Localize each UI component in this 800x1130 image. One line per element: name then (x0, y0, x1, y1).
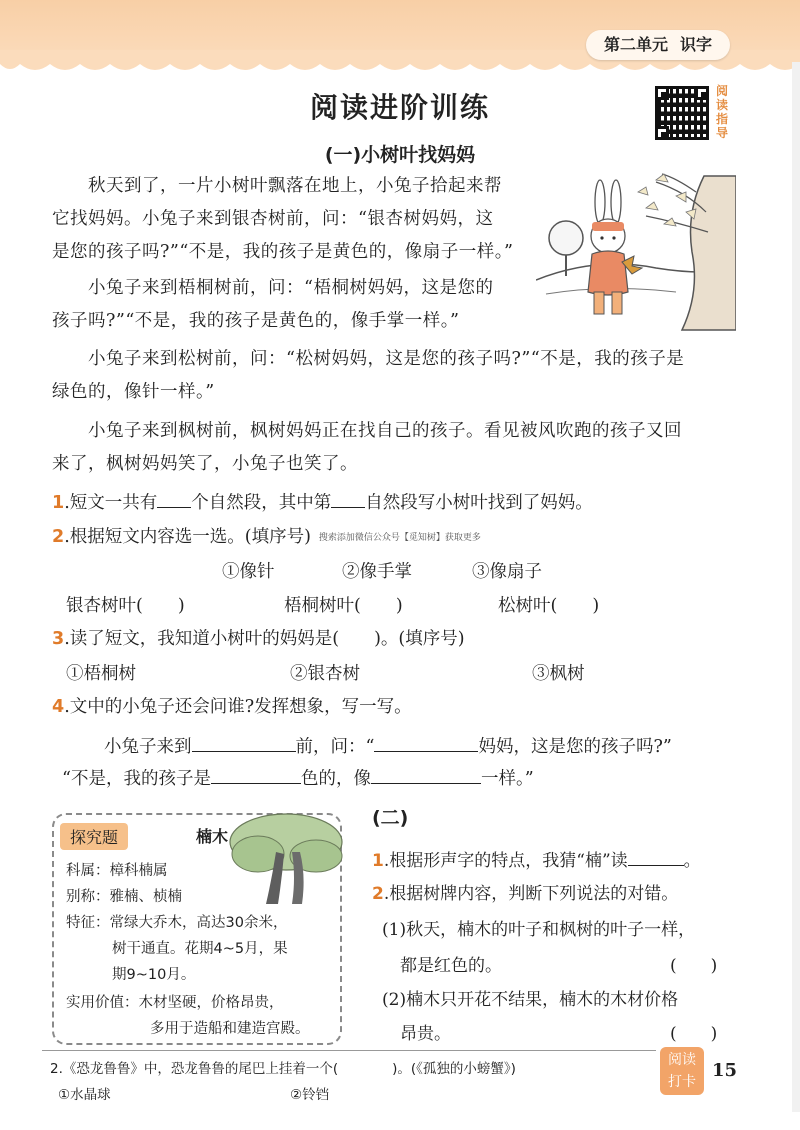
passage-line-3: 是您的孩子吗?”“不是，我的孩子是黄色的，像扇子一样。” (52, 242, 514, 262)
explore-value-1: 实用价值：木材坚硬，价格昂贵， (66, 995, 284, 1011)
s2-statement-1a: (1)秋天，楠木的叶子和枫树的叶子一样， (382, 920, 696, 940)
answer-blank-shape[interactable] (371, 764, 481, 784)
footer-option-2: ②铃铛 (290, 1087, 330, 1103)
q4-fill-line-1: 小兔子来到 前，问：“ 妈妈，这是您的孩子吗?” (104, 732, 672, 762)
unit-label (586, 30, 730, 60)
section1-title: (一)小树叶找妈妈 (324, 144, 476, 166)
q2-option-3: ③像扇子 (472, 562, 542, 582)
question-4: 4.文中的小兔子还会问谁?发挥想象，写一写。 (52, 697, 412, 717)
s2-question-1: 1.根据形声字的特点，我猜“楠”读 。 (372, 846, 701, 875)
explore-family: 科属：樟科楠属 (66, 863, 168, 879)
q2-option-1: ①像针 (222, 562, 275, 582)
footer-divider (42, 1050, 656, 1051)
checkin-label-bottom: 打卡 (668, 1074, 696, 1090)
answer-blank-pronunciation[interactable] (628, 846, 684, 866)
q2-item-ginkgo[interactable]: 银杏树叶( ) (66, 596, 185, 616)
passage-line-2: 它找妈妈。小兔子来到银杏树前，问：“银杏树妈妈，这 (52, 209, 494, 229)
passage-line-5: 孩子吗?”“不是，我的孩子是黄色的，像手掌一样。” (52, 311, 460, 331)
s2-question-2: 2.根据树牌内容，判断下列说法的对错。 (372, 884, 679, 904)
checkin-label-top: 阅读 (668, 1052, 696, 1068)
passage-line-7: 绿色的，像针一样。” (52, 382, 215, 402)
passage-line-4: 小兔子来到梧桐树前，问：“梧桐树妈妈，这是您的 (88, 278, 494, 298)
question-2: 2.根据短文内容选一选。(填序号) 搜索添加微信公众号【觅知树】获取更多 (52, 527, 481, 547)
passage-line-6: 小兔子来到松树前，问：“松树妈妈，这是您的孩子吗?”“不是，我的孩子是 (88, 349, 685, 369)
nanmu-tree-illustration (216, 812, 346, 904)
answer-blank-color[interactable] (211, 764, 301, 784)
q3-option-2: ②银杏树 (290, 664, 360, 684)
q3-option-3: ③枫树 (532, 664, 585, 684)
checkin-badge[interactable] (660, 1047, 704, 1095)
explore-tree-name: 楠木 (196, 827, 229, 846)
page-edge (792, 62, 800, 1112)
q2-item-pine[interactable]: 松树叶( ) (498, 596, 600, 616)
section2-title: (二) (372, 807, 409, 829)
answer-blank-paragraph-index[interactable] (331, 488, 365, 508)
q3-option-1: ①梧桐树 (66, 664, 136, 684)
passage-line-9: 来了，枫树妈妈笑了，小兔子也笑了。 (52, 454, 358, 474)
s2-answer-2[interactable]: ( ) (670, 1024, 718, 1044)
unit-name: 第二单元 (603, 35, 668, 54)
passage-line-8: 小兔子来到枫树前，枫树妈妈正在找自己的孩子。看见被风吹跑的孩子又回 (88, 421, 682, 441)
footer-question: 2.《恐龙鲁鲁》中，恐龙鲁鲁的尾巴上挂着一个( )。(《孤独的小螃蟹》) (50, 1061, 516, 1077)
question-1: 1.短文一共有 个自然段，其中第 自然段写小树叶找到了妈妈。 (52, 488, 593, 518)
page-number: 15 (712, 1060, 738, 1081)
question-3: 3.读了短文，我知道小树叶的妈妈是( )。(填序号) (52, 629, 465, 649)
unit-topic: 识字 (679, 35, 712, 54)
footer-option-1: ①水晶球 (58, 1087, 111, 1103)
q2-option-2: ②像手掌 (342, 562, 412, 582)
answer-blank-tree[interactable] (192, 732, 296, 752)
qr-label: 阅读指导 (715, 84, 728, 140)
answer-blank-paragraph-count[interactable] (157, 488, 191, 508)
explore-alias: 别称：雅楠、桢楠 (66, 889, 182, 905)
s2-answer-1[interactable]: ( ) (670, 956, 718, 976)
explore-feature-2: 树干通直。花期4~5月，果 (112, 941, 288, 957)
q2-item-phoenix[interactable]: 梧桐树叶( ) (284, 596, 403, 616)
explore-feature-1: 特征：常绿大乔木，高达30余米， (66, 915, 288, 931)
q4-fill-line-2: “不是，我的孩子是 色的，像 一样。” (62, 764, 534, 794)
explore-tag: 探究题 (60, 823, 128, 850)
explore-feature-3: 期9~10月。 (112, 967, 196, 983)
page-title: 阅读进阶训练 (309, 91, 490, 124)
s2-statement-2a: (2)楠木只开花不结果，楠木的木材价格 (382, 990, 679, 1010)
s2-statement-1b: 都是红色的。 (400, 956, 502, 976)
explore-value-2: 多用于造船和建造宫殿。 (150, 1021, 310, 1037)
passage-line-1: 秋天到了，一片小树叶飘落在地上，小兔子拾起来帮 (88, 176, 502, 196)
answer-blank-tree-mother[interactable] (374, 732, 478, 752)
rabbit-tree-illustration (536, 172, 736, 332)
promo-note: 搜索添加微信公众号【觅知树】获取更多 (318, 532, 481, 543)
qr-code-icon[interactable] (655, 86, 709, 140)
s2-statement-2b: 昂贵。 (400, 1024, 451, 1044)
